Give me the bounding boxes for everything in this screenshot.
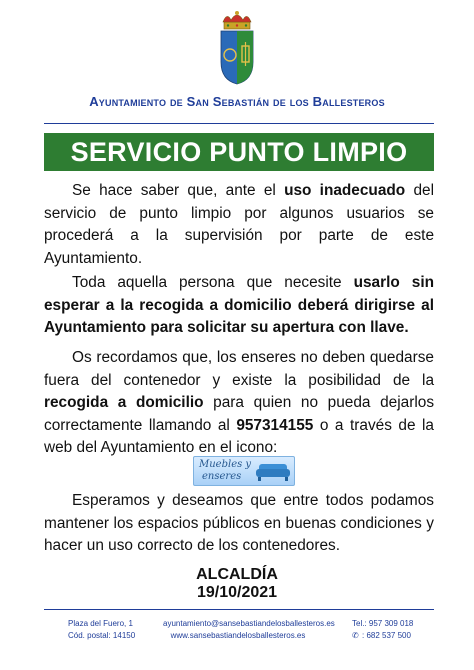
furniture-pickup-link[interactable] — [193, 456, 295, 486]
paragraph-1-emphasis: uso inadecuado — [284, 182, 406, 199]
footer-phone: Tel.: 957 309 018 — [352, 619, 414, 628]
footer-web-link[interactable]: www.sansebastiandelosballesteros.es — [170, 630, 306, 640]
paragraph-3-text-e: o a través de la web del Ayuntamiento en el icono: — [44, 416, 434, 456]
paragraph-2-text-a: Toda aquella persona que necesite — [72, 274, 354, 291]
badge-line-1: Muebles y — [199, 459, 252, 470]
footer-divider — [44, 609, 434, 610]
signature-office: ALCALDÍA — [196, 566, 278, 583]
paragraph-3-text-a: Os recordamos que, los enseres no deben quedarse fuera del contenedor y existe la posibilidad de la — [44, 349, 434, 389]
whatsapp-icon: ✆ — [352, 630, 359, 640]
paragraph-3-text-c: para quien no pueda dejarlos correctamente llamando al — [44, 394, 435, 434]
footer-address — [68, 618, 135, 641]
footer-address-line-1: Plaza del Fuero, 1 — [68, 619, 133, 628]
paragraph-3 — [44, 347, 434, 460]
signature-date: 19/10/2021 — [196, 584, 278, 601]
sofa-icon — [255, 460, 291, 482]
paragraph-3-emphasis-pickup: recogida a domicilio — [44, 394, 204, 411]
paragraph-1-text-c: del servicio de punto limpio por algunos usuarios se procederá a la supervisión por parte de este Ayuntamiento. — [44, 182, 434, 267]
notice-title: SERVICIO PUNTO LIMPIO — [44, 133, 434, 171]
paragraph-4-text: Esperamos y deseamos que entre todos podamos mantener los espacios públicos en buenas condiciones y hacer un uso correcto de los contenedores. — [44, 492, 434, 554]
footer-postal-code: Cód. postal: 14150 — [68, 630, 136, 640]
paragraph-2 — [44, 272, 434, 340]
footer-whatsapp-row — [352, 630, 413, 642]
paragraph-1-text-a: Se hace saber que, ante el — [72, 182, 285, 199]
organization-name: Ayuntamiento de San Sebastián de los Ballesteros — [89, 94, 385, 109]
footer-contact — [163, 618, 335, 641]
paragraph-4 — [44, 490, 434, 558]
paragraph-2-emphasis: usarlo sin esperar a la recogida a domicilio deberá dirigirse al Ayuntamiento para solicitar su apertura con llave. — [44, 274, 434, 336]
header-divider — [44, 123, 434, 124]
paragraph-1 — [44, 180, 434, 270]
footer-email-link[interactable]: ayuntamiento@sansebastiandelosballesteros.es — [163, 619, 335, 628]
phone-number: 957314155 — [236, 416, 314, 434]
footer-whatsapp: : 682 537 500 — [362, 630, 411, 640]
municipal-crest-icon — [217, 10, 257, 86]
footer-phones — [352, 618, 413, 641]
badge-line-2: enseres — [202, 471, 242, 482]
